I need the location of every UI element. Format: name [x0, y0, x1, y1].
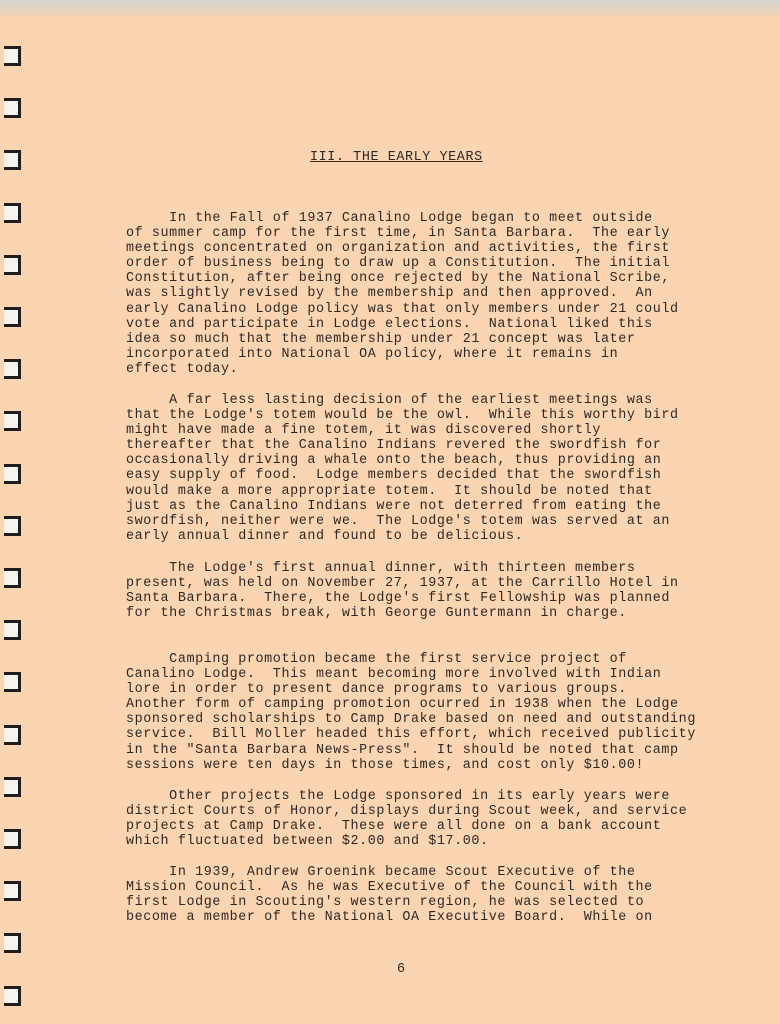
text-line: incorporated into National OA policy, where it remains in: [126, 346, 619, 362]
text-line: become a member of the National OA Executive Board. While on: [126, 910, 653, 926]
text-line: that the Lodge's totem would be the owl. While this worthy bird: [126, 408, 679, 424]
paragraph-2: [126, 393, 679, 544]
text-line: just as the Canalino Indians were not deterred from eating the: [126, 498, 662, 514]
text-line: vote and participate in Lodge elections. National liked this: [126, 316, 653, 332]
text-line: present, was held on November 27, 1937, at the Carrillo Hotel in: [126, 576, 679, 592]
text-line: swordfish, neither were we. The Lodge's totem was served at an: [126, 513, 671, 529]
text-line: meetings concentrated on organization and activities, the first: [126, 241, 671, 257]
text-line: occasionally driving a whale onto the beach, thus providing an: [126, 453, 662, 469]
text-line: sponsored scholarships to Camp Drake based on need and outstanding: [126, 712, 696, 728]
text-line: projects at Camp Drake. These were all done on a bank account: [126, 819, 662, 835]
page-number: 6: [397, 962, 406, 977]
text-line: early Canalino Lodge policy was that only members under 21 could: [126, 301, 679, 317]
binding-ring: [4, 986, 21, 1006]
binding-ring: [4, 150, 21, 170]
spiral-binding: [0, 0, 34, 1024]
paragraph-1: [126, 211, 679, 377]
binding-ring: [4, 829, 21, 849]
text-line: district Courts of Honor, displays during Scout week, and service: [126, 804, 688, 820]
binding-ring: [4, 933, 21, 953]
text-line: Other projects the Lodge sponsored in its early years were: [126, 789, 671, 804]
text-line: order of business being to draw up a Constitution. The initial: [126, 256, 671, 272]
paragraph-4: [126, 652, 696, 773]
paragraph-6: [126, 865, 653, 925]
binding-ring: [4, 777, 21, 797]
text-line: A far less lasting decision of the earliest meetings was: [126, 393, 653, 408]
binding-ring: [4, 359, 21, 379]
binding-ring: [4, 203, 21, 223]
text-line: In 1939, Andrew Groenink became Scout Executive of the: [126, 865, 636, 880]
paragraph-3: [126, 561, 679, 621]
text-line: early annual dinner and found to be delicious.: [126, 528, 524, 544]
binding-ring: [4, 568, 21, 588]
text-line: sessions were ten days in those times, and cost only $10.00!: [126, 757, 645, 773]
text-line: Santa Barbara. There, the Lodge's first Fellowship was planned: [126, 591, 671, 607]
binding-ring: [4, 672, 21, 692]
paragraph-5: [126, 789, 687, 849]
binding-ring: [4, 620, 21, 640]
text-line: Constitution, after being once rejected by the National Scribe,: [126, 271, 671, 287]
text-line: service. Bill Moller headed this effort, which received publicity: [126, 727, 696, 743]
text-line: first Lodge in Scouting's western region, he was selected to: [126, 895, 645, 911]
text-line: was slightly revised by the membership and then approved. An: [126, 286, 653, 302]
text-line: In the Fall of 1937 Canalino Lodge began to meet outside: [126, 211, 653, 226]
text-line: might have made a fine totem, it was discovered shortly: [126, 423, 601, 439]
text-line: which fluctuated between $2.00 and $17.00.: [126, 834, 489, 850]
binding-ring: [4, 516, 21, 536]
binding-ring: [4, 464, 21, 484]
text-line: lore in order to present dance programs to various groups.: [126, 682, 627, 698]
binding-ring: [4, 881, 21, 901]
text-line: would make a more appropriate totem. It should be noted that: [126, 483, 653, 499]
binding-ring: [4, 98, 21, 118]
binding-ring: [4, 255, 21, 275]
binding-ring: [4, 46, 21, 66]
text-line: for the Christmas break, with George Guntermann in charge.: [126, 606, 627, 622]
text-line: in the "Santa Barbara News-Press". It should be noted that camp: [126, 742, 679, 758]
text-line: of summer camp for the first time, in Santa Barbara. The early: [126, 226, 671, 242]
text-line: The Lodge's first annual dinner, with thirteen members: [126, 561, 636, 576]
text-line: Camping promotion became the first service project of: [126, 652, 627, 667]
text-line: Mission Council. As he was Executive of the Council with the: [126, 880, 653, 896]
scan-top-edge: [0, 0, 780, 16]
text-line: idea so much that the membership under 21 concept was later: [126, 331, 636, 347]
binding-ring: [4, 307, 21, 327]
binding-ring: [4, 411, 21, 431]
section-heading: III. THE EARLY YEARS: [310, 150, 483, 165]
text-line: Another form of camping promotion ocurred in 1938 when the Lodge: [126, 697, 679, 713]
text-line: thereafter that the Canalino Indians revered the swordfish for: [126, 438, 662, 454]
binding-ring: [4, 725, 21, 745]
text-line: easy supply of food. Lodge members decided that the swordfish: [126, 468, 662, 484]
text-line: effect today.: [126, 361, 239, 377]
text-line: Canalino Lodge. This meant becoming more involved with Indian: [126, 667, 662, 683]
